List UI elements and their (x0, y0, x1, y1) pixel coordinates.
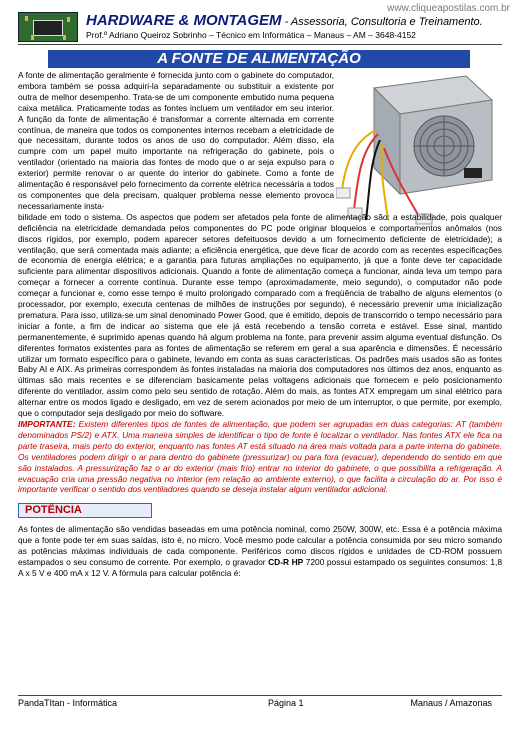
article-content (18, 70, 502, 579)
brand-tagline: - Assessoria, Consultoria e Treinamento. (281, 16, 483, 28)
circuit-board-logo-icon (18, 12, 78, 42)
important-note (18, 419, 502, 495)
footer-divider (18, 695, 502, 696)
brand-title: HARDWARE & MONTAGEM - Assessoria, Consultoria e Treinamento. (86, 12, 483, 29)
footer-left: PandaTItan - Informática (18, 698, 118, 708)
main-paragraph: bilidade em todo o sistema. Os aspectos que podem ser afetados pela fonte de alimentação são: a estabilidade, pois qualquer deficiência na eletricidade demandada pelos componentes do PC pode originar bloqueios e comportamentos anômalos (nos discos rígidos, por exemplo, podem aparecer setores defeituosos devido a um fornecimento deficiente de eletricidade); a ventilação, que será comentada mais adiante; a eficiência energética, que deve ficar de acordo com as recentes especificações de economia de energia elétrica; e a garantia para futuras ampliações no equipamento, já que a fonte deve ter capacidade suficiente para alimentar dispositivos adicionais. Quando a fonte de alimentação começa a funcionar, ainda leva um tempo para começar a fornecer a corrente contínua. Durante esse tempo (aproximadamente, meio segundo), o computador não pode começar a funcionar e, como esse tempo é muito prolongado comparado com a freqüência de trabalho de alguns elementos (o processador, por exemplo, executa centenas de milhões de instruções por segundo), é necessário prevenir uma inicialização prematura. Para isso, utiliza-se um sinal denominado Power Good, que é emitido, depois de transcorrido o tempo necessário para iniciar a fonte, a fim de indicar ao sistema que ele já está recebendo a tensão correta e estável. Esse sinal, mantido permanentemente, é suprimido apenas quando há algum problema na fonte, para prevenir assim alguma eventual disfunção. Os diferentes formatos existentes para as fontes de alimentação se referem em geral a sua aparência e dimensões. É necessário utilizar um formato específico para o gabinete, levando em conta as suas características. Os padrões mais usados são as fontes Baby AI e AIX. As primeiras correspondem às fontes instaladas na maioria dos computadores nos últimos dez anos, enquanto as últimas são mais recentes e se diferenciam basicamente pelas voltagens adicionais que fornecem e pelo posicionamento diferente do ventilador, assim como pelo seu sentido de rotação. Além do mais, as fontes ATX empregam um sinal elétrico para alternar entre os modos ligado e desligado, em vez de serem acionados por meio de um interruptor, o que permite, por exemplo, que o computador seja desligado por meio do software. (18, 211, 502, 419)
page-title: A FONTE DE ALIMENTAÇÃO (48, 50, 470, 68)
product-name: CD-R HP (268, 556, 304, 567)
important-label: IMPORTANTE: (18, 419, 76, 429)
footer-right: Manaus / Amazonas (410, 698, 492, 708)
author-byline: Prof.º Adriano Queiroz Sobrinho – Técnico em Informática – Manaus – AM – 3648-4152 (86, 30, 416, 40)
potencia-paragraph: As fontes de alimentação são vendidas baseadas em uma potência nominal, como 250W, 300W, etc. Essa é a potência máxima que a fonte pode ter em suas saídas, isto é, no micro. Você mesmo pode calcular a potência consumida por seu micro somando as potências máximas individuais de cada componente. Periféricos como discos rígidos e unidades de CD-ROM possuem estampados o seu consumo de corrente. Por exemplo, o gravador CD-R HP 7200 possui estampado os seguintes consumos: 1,8 A x 5 V e 400 mA x 12 V. A fórmula para calcular potência é: (18, 524, 502, 578)
site-url: www.cliqueapostilas.com.br (387, 3, 510, 14)
intro-paragraph: A fonte de alimentação geralmente é fornecida junto com o gabinete do computador, embora também se possa adquiri-la separadamente ou substituir a existente por outra de melhor desempenho. Trata-se de um componente embutido numa pequena caixa metálica. Praticamente todas as fontes incluem um ventilador em seu interior. A função da fonte de alimentação é transformar a corrente alternada em corrente contínua, de maneira que todos os componentes internos recebam a eletricidade de que necessitam, durante todos os anos de uso do computador. Além disso, ela cumpre com um papel muito importante na refrigeração do gabinete, pois o ventilador (orientado na maioria das fontes de modo que o ar seja expulso para o exterior) permite renovar o ar quente do interior do gabinete. Como a fonte de alimentação é responsável pelo fornecimento da corrente elétrica necessária a todos os componentes que dela precisam, qualquer problema nesse elemento provoca necessariamente insta- (18, 70, 334, 211)
page-number: Página 1 (268, 698, 304, 708)
section-heading-potencia: POTÊNCIA (18, 503, 152, 518)
header-divider (18, 44, 502, 45)
page-header (18, 12, 502, 42)
important-text: Existem diferentes tipos de fontes de alimentação, que podem ser agrupadas em duas categorias: AT (também denominados PS/2) e ATX. Uma maneira simples de identificar o tipo de fonte é localizar o ventilador. Nas fontes ATX ele fica na parte traseira, mais perto do exterior, enquanto nas fontes AT está situado na área mais voltada para a parte interna do gabinete. Os ventiladores podem dirigir o ar para dentro do gabinete (pressurizar) ou para fora (evacuar), dependendo do sentido em que são instalados. A pressurização faz o ar do exterior (mais frio) entrar no interior do gabinete, o que possibilita a refrigeração. A evacuação cria uma pressão negativa no interior (em relação ao ambiente externo), o que facilita a circulação do ar. Por isso é importante verificar o sentido dos ventiladores quando se deseja instalar algum ventilador adicional. (18, 419, 502, 495)
